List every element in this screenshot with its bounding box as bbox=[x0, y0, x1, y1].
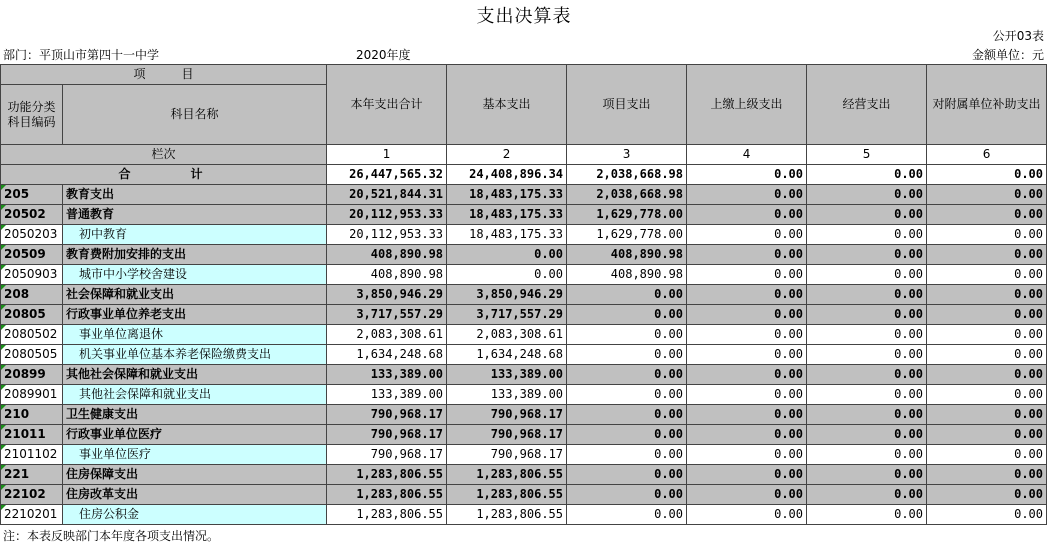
subject-code: 2210201 bbox=[1, 505, 63, 525]
header-upper: 上缴上级支出 bbox=[687, 65, 807, 145]
amount-cell: 0.00 bbox=[807, 465, 927, 485]
amount-cell: 0.00 bbox=[687, 485, 807, 505]
amount-cell: 2,083,308.61 bbox=[447, 325, 567, 345]
amount-cell: 3,717,557.29 bbox=[327, 305, 447, 325]
amount-cell: 133,389.00 bbox=[327, 365, 447, 385]
amount-cell: 3,850,946.29 bbox=[447, 285, 567, 305]
subject-name: 住房公积金 bbox=[63, 505, 327, 525]
header-total: 本年支出合计 bbox=[327, 65, 447, 145]
subject-code: 210 bbox=[1, 405, 63, 425]
amount-cell: 1,283,806.55 bbox=[327, 465, 447, 485]
amount-cell: 0.00 bbox=[687, 285, 807, 305]
amount-cell: 0.00 bbox=[567, 365, 687, 385]
amount-cell: 0.00 bbox=[567, 345, 687, 365]
amount-cell: 0.00 bbox=[927, 245, 1047, 265]
amount-cell: 0.00 bbox=[567, 425, 687, 445]
amount-cell: 0.00 bbox=[807, 325, 927, 345]
amount-cell: 1,283,806.55 bbox=[327, 505, 447, 525]
subject-name: 城市中小学校舍建设 bbox=[63, 265, 327, 285]
amount-cell: 0.00 bbox=[687, 185, 807, 205]
amount-cell: 1,629,778.00 bbox=[567, 205, 687, 225]
amount-cell: 0.00 bbox=[687, 505, 807, 525]
amount-cell: 3,717,557.29 bbox=[447, 305, 567, 325]
amount-cell: 0.00 bbox=[447, 245, 567, 265]
subject-code: 221 bbox=[1, 465, 63, 485]
amount-cell: 18,483,175.33 bbox=[447, 185, 567, 205]
amount-cell: 133,389.00 bbox=[447, 365, 567, 385]
subject-code: 2050903 bbox=[1, 265, 63, 285]
subject-code: 20805 bbox=[1, 305, 63, 325]
amount-cell: 0.00 bbox=[807, 405, 927, 425]
amount-cell: 0.00 bbox=[927, 205, 1047, 225]
header-name: 科目名称 bbox=[63, 85, 327, 145]
amount-cell: 1,634,248.68 bbox=[447, 345, 567, 365]
amount-cell: 0.00 bbox=[927, 225, 1047, 245]
amount-cell: 0.00 bbox=[807, 485, 927, 505]
form-number: 公开03表 bbox=[992, 29, 1044, 43]
table-row bbox=[1, 445, 1047, 465]
amount-cell: 0.00 bbox=[927, 365, 1047, 385]
amount-cell: 408,890.98 bbox=[567, 265, 687, 285]
amount-cell: 0.00 bbox=[807, 245, 927, 265]
amount-cell: 20,112,953.33 bbox=[327, 205, 447, 225]
amount-cell: 0.00 bbox=[927, 425, 1047, 445]
header-code: 功能分类科目编码 bbox=[1, 85, 63, 145]
seq-number: 1 bbox=[327, 145, 447, 165]
amount-cell: 133,389.00 bbox=[447, 385, 567, 405]
total-value: 2,038,668.98 bbox=[567, 165, 687, 185]
seq-number: 3 bbox=[567, 145, 687, 165]
total-value: 0.00 bbox=[807, 165, 927, 185]
amount-cell: 0.00 bbox=[807, 305, 927, 325]
amount-cell: 0.00 bbox=[567, 405, 687, 425]
table-row bbox=[1, 485, 1047, 505]
subject-code: 21011 bbox=[1, 425, 63, 445]
amount-cell: 0.00 bbox=[687, 365, 807, 385]
amount-cell: 0.00 bbox=[687, 225, 807, 245]
amount-cell: 1,283,806.55 bbox=[447, 485, 567, 505]
amount-cell: 0.00 bbox=[807, 445, 927, 465]
subject-name: 教育费附加安排的支出 bbox=[63, 245, 327, 265]
amount-cell: 0.00 bbox=[687, 265, 807, 285]
amount-cell: 0.00 bbox=[687, 305, 807, 325]
amount-cell: 0.00 bbox=[927, 385, 1047, 405]
amount-cell: 0.00 bbox=[687, 385, 807, 405]
subject-name: 教育支出 bbox=[63, 185, 327, 205]
amount-cell: 0.00 bbox=[927, 445, 1047, 465]
amount-cell: 0.00 bbox=[927, 185, 1047, 205]
amount-cell: 0.00 bbox=[927, 265, 1047, 285]
amount-cell: 0.00 bbox=[687, 245, 807, 265]
subject-name: 住房改革支出 bbox=[63, 485, 327, 505]
table-row bbox=[1, 505, 1047, 525]
subject-name: 住房保障支出 bbox=[63, 465, 327, 485]
subject-code: 2089901 bbox=[1, 385, 63, 405]
seq-label: 栏次 bbox=[1, 145, 327, 165]
amount-cell: 0.00 bbox=[687, 345, 807, 365]
table-row bbox=[1, 245, 1047, 265]
subject-code: 20899 bbox=[1, 365, 63, 385]
table-row bbox=[1, 225, 1047, 245]
subject-code: 2080502 bbox=[1, 325, 63, 345]
amount-cell: 790,968.17 bbox=[447, 445, 567, 465]
amount-cell: 0.00 bbox=[567, 445, 687, 465]
subject-name: 其他社会保障和就业支出 bbox=[63, 365, 327, 385]
total-value: 24,408,896.34 bbox=[447, 165, 567, 185]
amount-cell: 0.00 bbox=[807, 225, 927, 245]
amount-unit: 金额单位：元 bbox=[971, 48, 1044, 62]
amount-cell: 1,634,248.68 bbox=[327, 345, 447, 365]
total-label: 合 计 bbox=[1, 165, 327, 185]
amount-cell: 0.00 bbox=[927, 485, 1047, 505]
seq-number: 6 bbox=[927, 145, 1047, 165]
amount-cell: 0.00 bbox=[567, 485, 687, 505]
amount-cell: 0.00 bbox=[807, 505, 927, 525]
amount-cell: 0.00 bbox=[927, 285, 1047, 305]
amount-cell: 0.00 bbox=[567, 385, 687, 405]
table-row bbox=[1, 385, 1047, 405]
amount-cell: 1,283,806.55 bbox=[447, 465, 567, 485]
amount-cell: 18,483,175.33 bbox=[447, 205, 567, 225]
amount-cell: 18,483,175.33 bbox=[447, 225, 567, 245]
amount-cell: 0.00 bbox=[927, 345, 1047, 365]
table-row bbox=[1, 285, 1047, 305]
amount-cell: 0.00 bbox=[567, 465, 687, 485]
fiscal-year: 2020年度 bbox=[356, 48, 411, 62]
subject-name: 社会保障和就业支出 bbox=[63, 285, 327, 305]
amount-cell: 0.00 bbox=[567, 285, 687, 305]
amount-cell: 0.00 bbox=[567, 305, 687, 325]
subject-name: 行政事业单位医疗 bbox=[63, 425, 327, 445]
header-business: 经营支出 bbox=[807, 65, 927, 145]
subject-name: 卫生健康支出 bbox=[63, 405, 327, 425]
amount-cell: 790,968.17 bbox=[327, 405, 447, 425]
amount-cell: 20,112,953.33 bbox=[327, 225, 447, 245]
amount-cell: 0.00 bbox=[807, 345, 927, 365]
subject-code: 2050203 bbox=[1, 225, 63, 245]
total-value: 26,447,565.32 bbox=[327, 165, 447, 185]
table-row bbox=[1, 185, 1047, 205]
subject-name: 机关事业单位基本养老保险缴费支出 bbox=[63, 345, 327, 365]
amount-cell: 0.00 bbox=[687, 325, 807, 345]
table-row bbox=[1, 205, 1047, 225]
amount-cell: 0.00 bbox=[807, 205, 927, 225]
subject-name: 事业单位离退休 bbox=[63, 325, 327, 345]
amount-cell: 0.00 bbox=[687, 405, 807, 425]
subject-code: 2080505 bbox=[1, 345, 63, 365]
table-row bbox=[1, 265, 1047, 285]
amount-cell: 0.00 bbox=[927, 325, 1047, 345]
amount-cell: 790,968.17 bbox=[447, 405, 567, 425]
amount-cell: 0.00 bbox=[927, 305, 1047, 325]
amount-cell: 0.00 bbox=[567, 505, 687, 525]
subject-code: 22102 bbox=[1, 485, 63, 505]
table-row bbox=[1, 365, 1047, 385]
amount-cell: 0.00 bbox=[687, 425, 807, 445]
total-value: 0.00 bbox=[927, 165, 1047, 185]
header-project: 项目支出 bbox=[567, 65, 687, 145]
amount-cell: 0.00 bbox=[927, 465, 1047, 485]
amount-cell: 133,389.00 bbox=[327, 385, 447, 405]
amount-cell: 790,968.17 bbox=[447, 425, 567, 445]
expenditure-table bbox=[0, 64, 1047, 525]
amount-cell: 0.00 bbox=[927, 505, 1047, 525]
amount-cell: 3,850,946.29 bbox=[327, 285, 447, 305]
subject-code: 2101102 bbox=[1, 445, 63, 465]
amount-cell: 408,890.98 bbox=[327, 265, 447, 285]
header-subsidy: 对附属单位补助支出 bbox=[927, 65, 1047, 145]
seq-number: 2 bbox=[447, 145, 567, 165]
table-row bbox=[1, 425, 1047, 445]
subject-name: 普通教育 bbox=[63, 205, 327, 225]
table-row bbox=[1, 345, 1047, 365]
amount-cell: 1,283,806.55 bbox=[447, 505, 567, 525]
amount-cell: 790,968.17 bbox=[327, 445, 447, 465]
table-row bbox=[1, 405, 1047, 425]
amount-cell: 0.00 bbox=[807, 185, 927, 205]
amount-cell: 1,283,806.55 bbox=[327, 485, 447, 505]
amount-cell: 0.00 bbox=[807, 425, 927, 445]
footnote: 注：本表反映部门本年度各项支出情况。 bbox=[3, 529, 220, 543]
amount-cell: 2,038,668.98 bbox=[567, 185, 687, 205]
table-row bbox=[1, 465, 1047, 485]
amount-cell: 408,890.98 bbox=[567, 245, 687, 265]
table-row bbox=[1, 325, 1047, 345]
amount-cell: 0.00 bbox=[807, 265, 927, 285]
subject-code: 208 bbox=[1, 285, 63, 305]
item-group-header: 项 目 bbox=[1, 65, 327, 85]
amount-cell: 0.00 bbox=[807, 385, 927, 405]
page-title: 支出决算表 bbox=[476, 6, 572, 27]
seq-number: 4 bbox=[687, 145, 807, 165]
amount-cell: 0.00 bbox=[447, 265, 567, 285]
total-row bbox=[1, 165, 1047, 185]
amount-cell: 1,629,778.00 bbox=[567, 225, 687, 245]
subject-code: 20502 bbox=[1, 205, 63, 225]
amount-cell: 20,521,844.31 bbox=[327, 185, 447, 205]
amount-cell: 408,890.98 bbox=[327, 245, 447, 265]
amount-cell: 0.00 bbox=[687, 205, 807, 225]
amount-cell: 790,968.17 bbox=[327, 425, 447, 445]
subject-name: 其他社会保障和就业支出 bbox=[63, 385, 327, 405]
seq-number: 5 bbox=[807, 145, 927, 165]
subject-name: 行政事业单位养老支出 bbox=[63, 305, 327, 325]
amount-cell: 0.00 bbox=[687, 445, 807, 465]
subject-code: 20509 bbox=[1, 245, 63, 265]
header-basic: 基本支出 bbox=[447, 65, 567, 145]
table-row bbox=[1, 305, 1047, 325]
amount-cell: 0.00 bbox=[567, 325, 687, 345]
amount-cell: 0.00 bbox=[807, 285, 927, 305]
amount-cell: 0.00 bbox=[687, 465, 807, 485]
amount-cell: 2,083,308.61 bbox=[327, 325, 447, 345]
subject-name: 事业单位医疗 bbox=[63, 445, 327, 465]
subject-name: 初中教育 bbox=[63, 225, 327, 245]
amount-cell: 0.00 bbox=[807, 365, 927, 385]
total-value: 0.00 bbox=[687, 165, 807, 185]
department-label: 部门：平顶山市第四十一中学 bbox=[3, 48, 160, 62]
subject-code: 205 bbox=[1, 185, 63, 205]
amount-cell: 0.00 bbox=[927, 405, 1047, 425]
